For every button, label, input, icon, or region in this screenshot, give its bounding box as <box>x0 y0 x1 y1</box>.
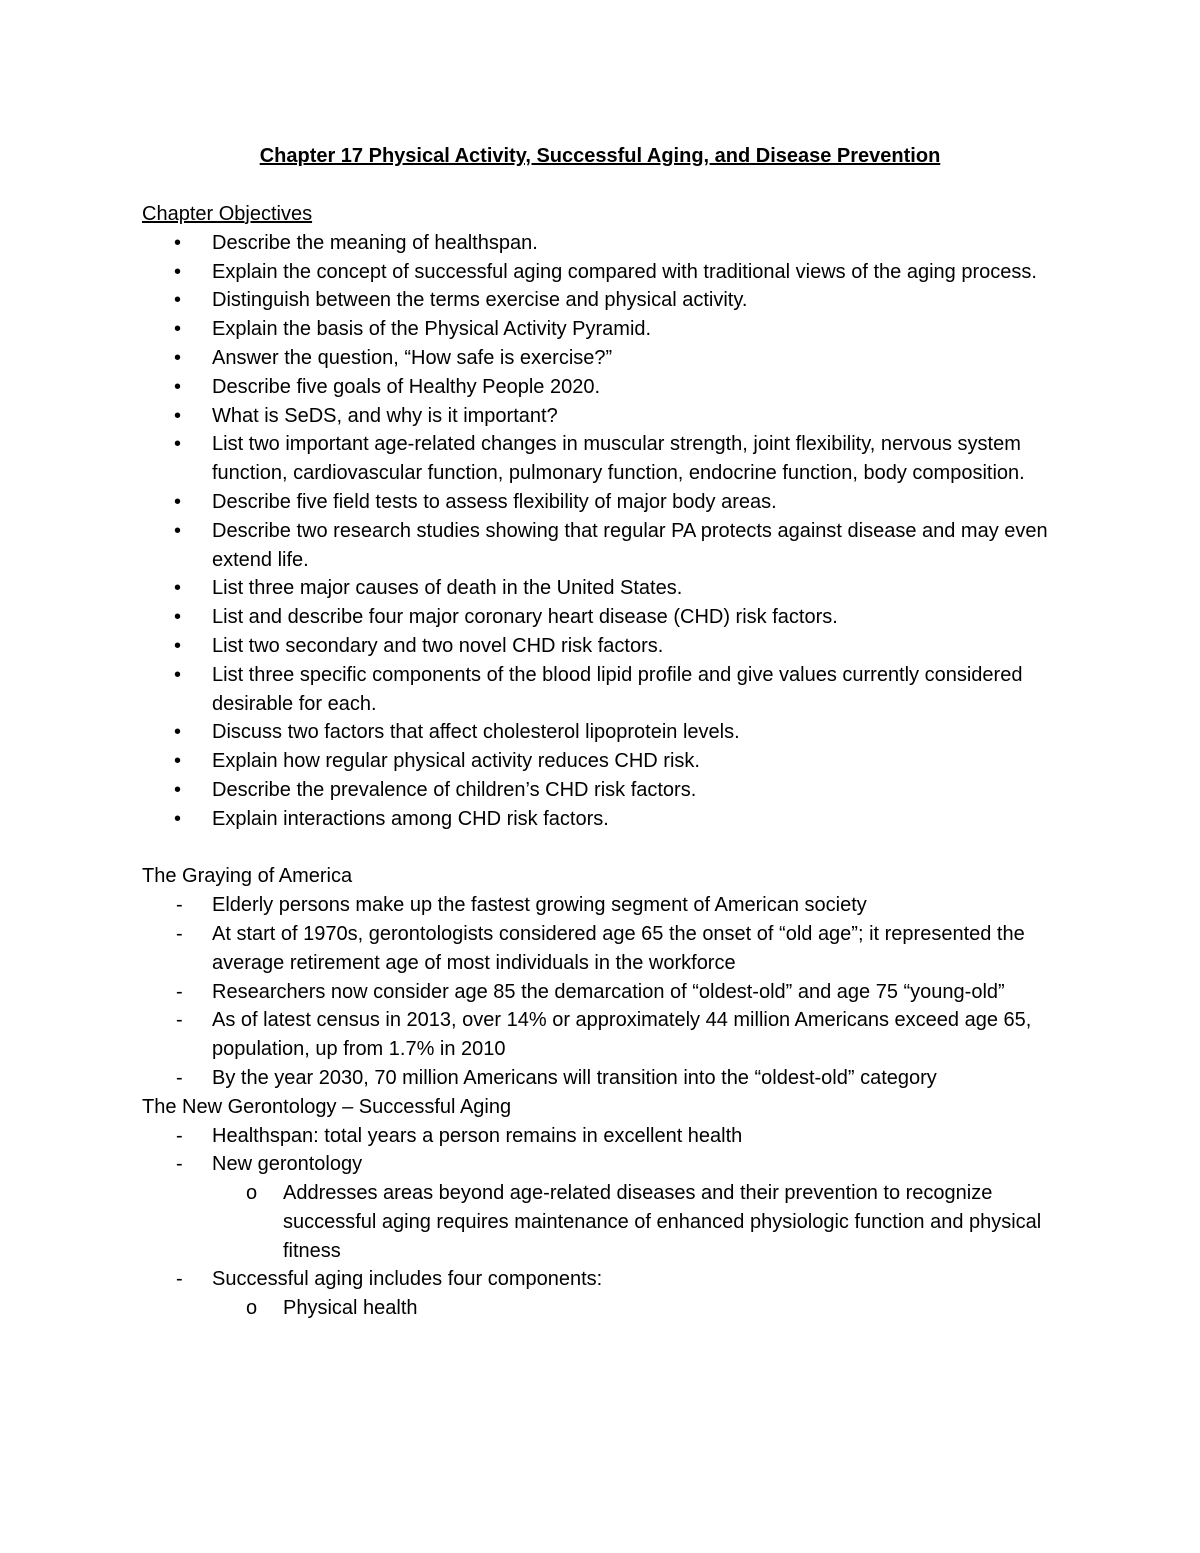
list-item <box>142 718 1072 747</box>
list-item <box>142 661 1072 719</box>
dash-marker: - <box>176 894 183 917</box>
sub-list <box>212 1179 1072 1265</box>
list-item-text: Explain interactions among CHD risk factors. <box>212 807 609 830</box>
bullet-marker: • <box>174 750 182 773</box>
bullet-marker: • <box>174 519 182 542</box>
list-item <box>142 344 1072 373</box>
circle-marker: o <box>246 1182 258 1205</box>
bullet-marker: • <box>174 231 182 254</box>
dash-marker: - <box>176 1268 183 1291</box>
list-item <box>142 286 1072 315</box>
list-item <box>142 1150 1072 1265</box>
dash-marker: - <box>176 922 183 945</box>
list-item <box>142 315 1072 344</box>
list-item-text: At start of 1970s, gerontologists considered age 65 the onset of “old age”; it represented the average retirement age of most individuals in the workforce <box>212 922 1025 974</box>
bullet-marker: • <box>174 606 182 629</box>
bullet-marker: • <box>174 346 182 369</box>
graying-section <box>142 862 1072 1092</box>
list-item-text: Elderly persons make up the fastest growing segment of American society <box>212 894 867 917</box>
list-item-text: Describe two research studies showing that regular PA protects against disease and may even extend life. <box>212 519 1048 571</box>
list-item-text: New gerontology <box>212 1153 363 1176</box>
list-item <box>142 805 1072 834</box>
list-item-text: List two secondary and two novel CHD risk factors. <box>212 634 664 657</box>
list-item <box>142 488 1072 517</box>
list-item <box>142 1122 1072 1151</box>
list-item-text: Explain how regular physical activity reduces CHD risk. <box>212 750 700 773</box>
dash-marker: - <box>176 980 183 1003</box>
gerontology-list <box>142 1122 1072 1324</box>
list-item <box>142 258 1072 287</box>
bullet-marker: • <box>174 778 182 801</box>
objectives-list <box>142 229 1072 834</box>
list-item-text: Discuss two factors that affect cholesterol lipoprotein levels. <box>212 721 740 744</box>
document-body <box>142 200 1072 1323</box>
bullet-marker: • <box>174 289 182 312</box>
list-item-text: By the year 2030, 70 million Americans will transition into the “oldest-old” category <box>212 1066 937 1089</box>
list-item <box>142 1265 1072 1323</box>
gerontology-heading: The New Gerontology – Successful Aging <box>142 1095 512 1118</box>
bullet-marker: • <box>174 433 182 456</box>
sub-list-item-text: Addresses areas beyond age-related diseases and their prevention to recognize successful aging requires maintenance of enhanced physiologic function and physical fitness <box>283 1182 1042 1262</box>
list-item <box>142 632 1072 661</box>
list-item <box>142 1064 1072 1093</box>
bullet-marker: • <box>174 807 182 830</box>
list-item <box>142 920 1072 978</box>
list-item <box>142 891 1072 920</box>
list-item <box>142 776 1072 805</box>
list-item <box>142 430 1072 488</box>
bullet-marker: • <box>174 634 182 657</box>
list-item-text: Describe five goals of Healthy People 2020. <box>212 375 601 398</box>
list-item-text: Explain the basis of the Physical Activity Pyramid. <box>212 318 652 341</box>
list-item <box>142 574 1072 603</box>
list-item <box>142 402 1072 431</box>
gerontology-section <box>142 1093 1072 1323</box>
list-item-text: Describe the meaning of healthspan. <box>212 231 538 254</box>
list-item <box>142 603 1072 632</box>
bullet-marker: • <box>174 663 182 686</box>
list-item-text: Answer the question, “How safe is exercise?” <box>212 346 613 369</box>
list-item-text: Healthspan: total years a person remains in excellent health <box>212 1124 743 1147</box>
list-item-text: Explain the concept of successful aging compared with traditional views of the aging process. <box>212 260 1037 283</box>
sub-list-item-text: Physical health <box>283 1297 418 1320</box>
list-item-text: As of latest census in 2013, over 14% or approximately 44 million Americans exceed age 65, population, up from 1.7% in 2010 <box>212 1009 1032 1061</box>
list-item <box>142 978 1072 1007</box>
sub-list-item <box>212 1179 1072 1265</box>
list-item-text: Describe the prevalence of children’s CHD risk factors. <box>212 778 697 801</box>
objectives-section <box>142 200 1072 834</box>
list-item-text: Distinguish between the terms exercise and physical activity. <box>212 289 748 312</box>
graying-heading: The Graying of America <box>142 865 353 888</box>
list-item <box>142 517 1072 575</box>
bullet-marker: • <box>174 490 182 513</box>
list-item-text: List and describe four major coronary heart disease (CHD) risk factors. <box>212 606 838 629</box>
dash-marker: - <box>176 1009 183 1032</box>
list-item <box>142 1006 1072 1064</box>
dash-marker: - <box>176 1153 183 1176</box>
list-item-text: What is SeDS, and why is it important? <box>212 404 558 427</box>
bullet-marker: • <box>174 318 182 341</box>
list-item-text: Researchers now consider age 85 the demarcation of “oldest-old” and age 75 “young-old” <box>212 980 1005 1003</box>
sub-list-item <box>212 1294 1072 1323</box>
dash-marker: - <box>176 1066 183 1089</box>
sub-list <box>212 1294 1072 1323</box>
bullet-marker: • <box>174 404 182 427</box>
bullet-marker: • <box>174 260 182 283</box>
bullet-marker: • <box>174 577 182 600</box>
objectives-heading: Chapter Objectives <box>142 203 313 225</box>
list-item <box>142 229 1072 258</box>
bullet-marker: • <box>174 375 182 398</box>
list-item <box>142 747 1072 776</box>
list-item-text: Describe five field tests to assess flexibility of major body areas. <box>212 490 777 513</box>
list-item <box>142 373 1072 402</box>
list-item-text: List two important age-related changes in muscular strength, joint flexibility, nervous system function, cardiovascular function, pulmonary function, endocrine function, body composition. <box>212 433 1025 485</box>
dash-marker: - <box>176 1124 183 1147</box>
graying-list <box>142 891 1072 1093</box>
list-item-text: List three specific components of the blood lipid profile and give values currently considered desirable for each. <box>212 663 1023 715</box>
bullet-marker: • <box>174 721 182 744</box>
page-title: Chapter 17 Physical Activity, Successful Aging, and Disease Prevention <box>259 145 941 167</box>
list-item-text: Successful aging includes four components: <box>212 1268 603 1291</box>
circle-marker: o <box>246 1297 258 1320</box>
list-item-text: List three major causes of death in the United States. <box>212 577 683 600</box>
